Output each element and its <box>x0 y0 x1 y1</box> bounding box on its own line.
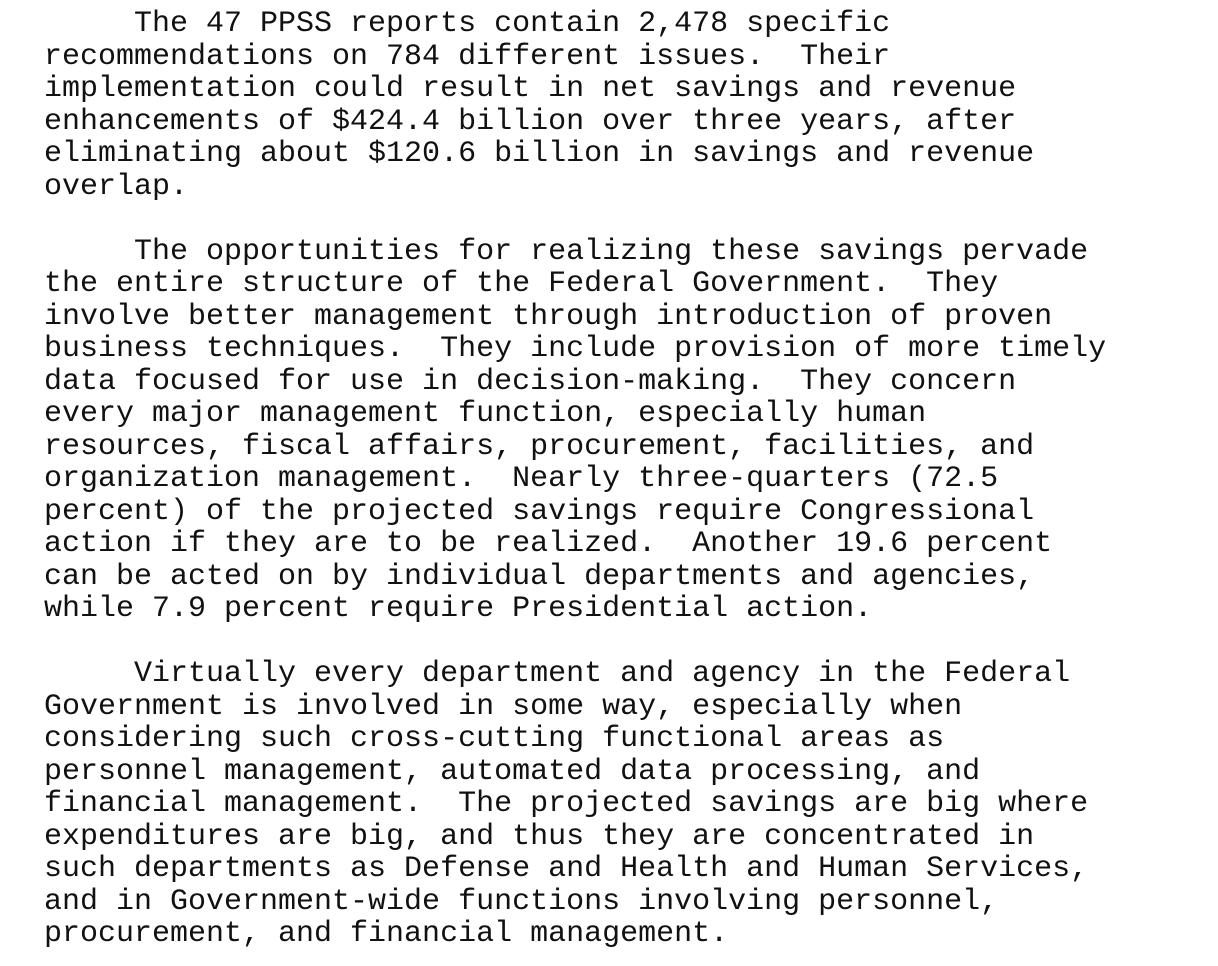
text-line: while 7.9 percent require Presidential action. <box>44 592 873 626</box>
paragraph-3 <box>44 658 1209 951</box>
text-line: data focused for use in decision-making. They concern <box>44 364 1017 399</box>
text-line: The 47 PPSS reports contain 2,478 specific <box>44 7 891 41</box>
text-line: procurement, and financial management. <box>44 917 729 951</box>
text-line: Government is involved in some way, especially when <box>44 689 963 724</box>
text-line: such departments as Defense and Health and Human Services, <box>44 852 1089 886</box>
text-line: overlap. <box>44 169 189 204</box>
text-line: eliminating about $120.6 billion in savings and revenue <box>44 137 1035 171</box>
text-line: enhancements of $424.4 billion over three years, after <box>44 104 1017 139</box>
paragraph-1 <box>44 8 1209 203</box>
paragraph-2 <box>44 236 1209 626</box>
text-line: business techniques. They include provision of more timely <box>44 332 1107 366</box>
text-line: Virtually every department and agency in the Federal <box>44 657 1071 691</box>
text-line: and in Government-wide functions involving personnel, <box>44 884 999 919</box>
document-page <box>44 8 1209 951</box>
text-line: personnel management, automated data processing, and <box>44 754 981 789</box>
text-line: involve better management through introduction of proven <box>44 299 1053 334</box>
text-line: financial management. The projected savings are big where <box>44 787 1089 821</box>
text-line: recommendations on 784 different issues. Their <box>44 39 891 74</box>
text-line: implementation could result in net savings and revenue <box>44 72 1017 106</box>
text-line: expenditures are big, and thus they are concentrated in <box>44 819 1035 854</box>
text-line: The opportunities for realizing these savings pervade <box>44 234 1089 269</box>
text-line: resources, fiscal affairs, procurement, facilities, and <box>44 429 1035 464</box>
text-line: considering such cross-cutting functional areas as <box>44 722 945 756</box>
text-line: organization management. Nearly three-quarters (72.5 <box>44 462 999 496</box>
text-line: every major management function, especially human <box>44 397 927 431</box>
text-line: percent) of the projected savings require Congressional <box>44 494 1035 529</box>
text-line: the entire structure of the Federal Government. They <box>44 267 999 301</box>
text-line: action if they are to be realized. Another 19.6 percent <box>44 527 1053 561</box>
text-line: can be acted on by individual departments and agencies, <box>44 559 1035 594</box>
